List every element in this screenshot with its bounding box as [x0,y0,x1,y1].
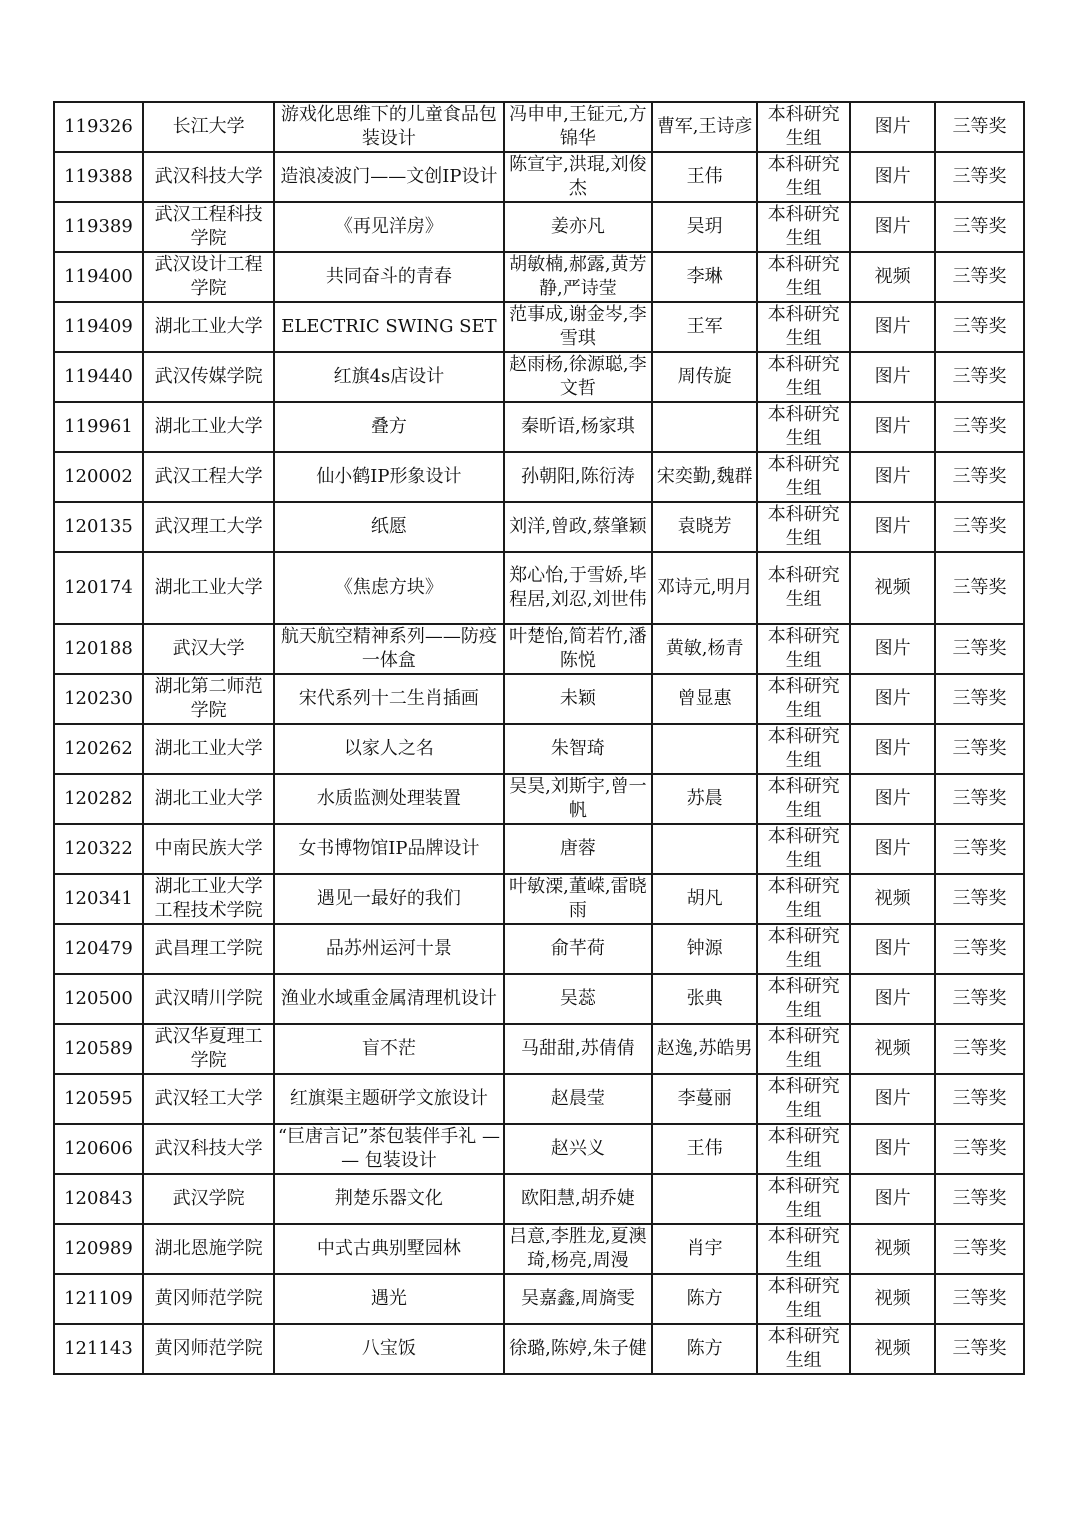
work-type-cell: 图片 [850,1174,935,1224]
entry-id-cell: 119961 [54,402,143,452]
work-type-cell: 视频 [850,874,935,924]
university-cell: 湖北工业大学 [143,552,274,624]
entry-id-cell: 119326 [54,102,143,152]
prize-cell: 三等奖 [935,252,1024,302]
tutor-cell: 肖宇 [652,1224,757,1274]
work-type-cell: 视频 [850,1224,935,1274]
authors-cell: 刘洋,曾政,蔡肇颖 [504,502,653,552]
work-type-cell: 视频 [850,552,935,624]
prize-cell: 三等奖 [935,552,1024,624]
table-row [54,252,1024,302]
university-cell: 武汉科技大学 [143,1124,274,1174]
university-cell: 武汉轻工大学 [143,1074,274,1124]
authors-cell: 马甜甜,苏倩倩 [504,1024,653,1074]
work-title-cell: 叠方 [274,402,503,452]
prize-cell: 三等奖 [935,452,1024,502]
tutor-cell: 李蔓丽 [652,1074,757,1124]
work-title-cell: 渔业水域重金属清理机设计 [274,974,503,1024]
authors-cell: 俞芊荷 [504,924,653,974]
entry-id-cell: 119440 [54,352,143,402]
prize-cell: 三等奖 [935,1174,1024,1224]
group-cell: 本科研究生组 [757,202,850,252]
work-type-cell: 图片 [850,724,935,774]
tutor-cell: 陈方 [652,1274,757,1324]
entry-id-cell: 121109 [54,1274,143,1324]
university-cell: 黄冈师范学院 [143,1274,274,1324]
authors-cell: 赵兴义 [504,1124,653,1174]
authors-cell: 胡敏楠,郝露,黄芳静,严诗莹 [504,252,653,302]
entry-id-cell: 121143 [54,1324,143,1374]
table-row [54,1174,1024,1224]
tutor-cell: 曾显惠 [652,674,757,724]
table-row [54,152,1024,202]
prize-cell: 三等奖 [935,1324,1024,1374]
work-type-cell: 图片 [850,774,935,824]
work-title-cell: 红旗4s店设计 [274,352,503,402]
authors-cell: 秦昕语,杨家琪 [504,402,653,452]
entry-id-cell: 120282 [54,774,143,824]
authors-cell: 吴嘉鑫,周旖雯 [504,1274,653,1324]
university-cell: 武汉传媒学院 [143,352,274,402]
entry-id-cell: 120322 [54,824,143,874]
tutor-cell: 宋奕勤,魏群 [652,452,757,502]
table-row [54,502,1024,552]
university-cell: 武汉工程大学 [143,452,274,502]
prize-cell: 三等奖 [935,102,1024,152]
work-title-cell: 荆楚乐器文化 [274,1174,503,1224]
group-cell: 本科研究生组 [757,452,850,502]
group-cell: 本科研究生组 [757,502,850,552]
tutor-cell: 李琳 [652,252,757,302]
work-type-cell: 视频 [850,252,935,302]
work-type-cell: 图片 [850,152,935,202]
university-cell: 武汉科技大学 [143,152,274,202]
table-row [54,452,1024,502]
tutor-cell [652,824,757,874]
work-type-cell: 图片 [850,674,935,724]
authors-cell: 唐蓉 [504,824,653,874]
prize-cell: 三等奖 [935,302,1024,352]
work-type-cell: 图片 [850,452,935,502]
table-row [54,974,1024,1024]
prize-cell: 三等奖 [935,352,1024,402]
prize-cell: 三等奖 [935,924,1024,974]
work-title-cell: 红旗渠主题研学文旅设计 [274,1074,503,1124]
work-title-cell: 共同奋斗的青春 [274,252,503,302]
entry-id-cell: 120989 [54,1224,143,1274]
tutor-cell: 曹军,王诗彦 [652,102,757,152]
work-title-cell: 造浪凌波门——文创IP设计 [274,152,503,202]
authors-cell: 冯申申,王钲元,方锦华 [504,102,653,152]
work-title-cell: 纸愿 [274,502,503,552]
table-row [54,1224,1024,1274]
entry-id-cell: 120606 [54,1124,143,1174]
university-cell: 湖北恩施学院 [143,1224,274,1274]
entry-id-cell: 120230 [54,674,143,724]
prize-cell: 三等奖 [935,824,1024,874]
tutor-cell: 邓诗元,明月 [652,552,757,624]
entry-id-cell: 119388 [54,152,143,202]
entry-id-cell: 120174 [54,552,143,624]
tutor-cell: 钟源 [652,924,757,974]
table-row [54,302,1024,352]
university-cell: 湖北工业大学 [143,774,274,824]
entry-id-cell: 119389 [54,202,143,252]
work-type-cell: 图片 [850,974,935,1024]
table-row [54,402,1024,452]
authors-cell: 未颖 [504,674,653,724]
work-type-cell: 视频 [850,1274,935,1324]
tutor-cell [652,724,757,774]
work-title-cell: 《焦虑方块》 [274,552,503,624]
table-row [54,1124,1024,1174]
table-row [54,624,1024,674]
prize-cell: 三等奖 [935,774,1024,824]
prize-cell: 三等奖 [935,1074,1024,1124]
group-cell: 本科研究生组 [757,552,850,624]
work-title-cell: 《再见洋房》 [274,202,503,252]
work-type-cell: 图片 [850,624,935,674]
university-cell: 武汉华夏理工学院 [143,1024,274,1074]
work-title-cell: 航天航空精神系列——防疫一体盒 [274,624,503,674]
group-cell: 本科研究生组 [757,774,850,824]
table-row [54,1274,1024,1324]
table-row [54,924,1024,974]
group-cell: 本科研究生组 [757,1274,850,1324]
table-row [54,552,1024,624]
work-type-cell: 图片 [850,402,935,452]
work-type-cell: 图片 [850,824,935,874]
authors-cell: 徐璐,陈婷,朱子健 [504,1324,653,1374]
table-row [54,202,1024,252]
entry-id-cell: 119409 [54,302,143,352]
table-row [54,1324,1024,1374]
work-title-cell: 八宝饭 [274,1324,503,1374]
authors-cell: 陈宣宇,洪琨,刘俊杰 [504,152,653,202]
university-cell: 湖北第二师范学院 [143,674,274,724]
university-cell: 湖北工业大学 [143,302,274,352]
tutor-cell: 王伟 [652,1124,757,1174]
entry-id-cell: 119400 [54,252,143,302]
group-cell: 本科研究生组 [757,1324,850,1374]
work-type-cell: 视频 [850,1324,935,1374]
table-row [54,724,1024,774]
prize-cell: 三等奖 [935,1224,1024,1274]
prize-cell: 三等奖 [935,502,1024,552]
tutor-cell [652,1174,757,1224]
tutor-cell: 张典 [652,974,757,1024]
prize-cell: 三等奖 [935,1274,1024,1324]
group-cell: 本科研究生组 [757,152,850,202]
university-cell: 黄冈师范学院 [143,1324,274,1374]
tutor-cell: 黄敏,杨青 [652,624,757,674]
prize-cell: 三等奖 [935,1124,1024,1174]
group-cell: 本科研究生组 [757,102,850,152]
table-row [54,1024,1024,1074]
table-row [54,1074,1024,1124]
work-title-cell: 游戏化思维下的儿童食品包装设计 [274,102,503,152]
awards-table [53,101,1025,1375]
work-title-cell: 女书博物馆IP品牌设计 [274,824,503,874]
prize-cell: 三等奖 [935,152,1024,202]
tutor-cell: 王军 [652,302,757,352]
work-title-cell: 盲不茫 [274,1024,503,1074]
authors-cell: 叶楚怡,简若竹,潘陈悦 [504,624,653,674]
work-title-cell: 仙小鹤IP形象设计 [274,452,503,502]
table-row [54,774,1024,824]
entry-id-cell: 120479 [54,924,143,974]
group-cell: 本科研究生组 [757,302,850,352]
entry-id-cell: 120595 [54,1074,143,1124]
group-cell: 本科研究生组 [757,874,850,924]
group-cell: 本科研究生组 [757,1024,850,1074]
work-type-cell: 图片 [850,1074,935,1124]
prize-cell: 三等奖 [935,402,1024,452]
authors-cell: 朱智琦 [504,724,653,774]
work-type-cell: 图片 [850,924,935,974]
authors-cell: 吴蕊 [504,974,653,1024]
work-type-cell: 视频 [850,1024,935,1074]
authors-cell: 孙朝阳,陈衍涛 [504,452,653,502]
work-title-cell: “巨唐言记”茶包装伴手礼 — — 包装设计 [274,1124,503,1174]
table-row [54,824,1024,874]
group-cell: 本科研究生组 [757,1174,850,1224]
tutor-cell: 吴玥 [652,202,757,252]
group-cell: 本科研究生组 [757,402,850,452]
university-cell: 湖北工业大学 [143,402,274,452]
group-cell: 本科研究生组 [757,724,850,774]
prize-cell: 三等奖 [935,724,1024,774]
entry-id-cell: 120500 [54,974,143,1024]
group-cell: 本科研究生组 [757,974,850,1024]
group-cell: 本科研究生组 [757,352,850,402]
group-cell: 本科研究生组 [757,1224,850,1274]
prize-cell: 三等奖 [935,974,1024,1024]
work-title-cell: 品苏州运河十景 [274,924,503,974]
university-cell: 长江大学 [143,102,274,152]
work-type-cell: 图片 [850,502,935,552]
authors-cell: 范事成,谢金岑,李雪琪 [504,302,653,352]
entry-id-cell: 120262 [54,724,143,774]
authors-cell: 欧阳慧,胡乔婕 [504,1174,653,1224]
awards-table-body [54,102,1024,1374]
university-cell: 武汉理工大学 [143,502,274,552]
university-cell: 中南民族大学 [143,824,274,874]
tutor-cell: 赵逸,苏皓男 [652,1024,757,1074]
group-cell: 本科研究生组 [757,674,850,724]
work-type-cell: 图片 [850,102,935,152]
table-row [54,102,1024,152]
university-cell: 武汉晴川学院 [143,974,274,1024]
work-title-cell: 中式古典别墅园林 [274,1224,503,1274]
table-row [54,874,1024,924]
entry-id-cell: 120188 [54,624,143,674]
authors-cell: 郑心怡,于雪娇,毕程居,刘忍,刘世伟 [504,552,653,624]
prize-cell: 三等奖 [935,1024,1024,1074]
university-cell: 湖北工业大学工程技术学院 [143,874,274,924]
prize-cell: 三等奖 [935,874,1024,924]
work-title-cell: 宋代系列十二生肖插画 [274,674,503,724]
tutor-cell: 王伟 [652,152,757,202]
prize-cell: 三等奖 [935,624,1024,674]
prize-cell: 三等奖 [935,674,1024,724]
entry-id-cell: 120002 [54,452,143,502]
work-type-cell: 图片 [850,1124,935,1174]
work-title-cell: 水质监测处理装置 [274,774,503,824]
work-type-cell: 图片 [850,302,935,352]
work-title-cell: 遇光 [274,1274,503,1324]
entry-id-cell: 120135 [54,502,143,552]
university-cell: 湖北工业大学 [143,724,274,774]
work-title-cell: 以家人之名 [274,724,503,774]
tutor-cell: 袁晓芳 [652,502,757,552]
university-cell: 武汉学院 [143,1174,274,1224]
entry-id-cell: 120589 [54,1024,143,1074]
group-cell: 本科研究生组 [757,624,850,674]
university-cell: 武汉大学 [143,624,274,674]
tutor-cell: 陈方 [652,1324,757,1374]
work-type-cell: 图片 [850,352,935,402]
university-cell: 武汉工程科技学院 [143,202,274,252]
work-title-cell: ELECTRIC SWING SET [274,302,503,352]
university-cell: 武昌理工学院 [143,924,274,974]
tutor-cell: 苏晨 [652,774,757,824]
tutor-cell: 胡凡 [652,874,757,924]
tutor-cell: 周传旋 [652,352,757,402]
work-title-cell: 遇见一最好的我们 [274,874,503,924]
work-type-cell: 图片 [850,202,935,252]
group-cell: 本科研究生组 [757,824,850,874]
entry-id-cell: 120341 [54,874,143,924]
group-cell: 本科研究生组 [757,1074,850,1124]
table-row [54,674,1024,724]
tutor-cell [652,402,757,452]
group-cell: 本科研究生组 [757,252,850,302]
group-cell: 本科研究生组 [757,1124,850,1174]
entry-id-cell: 120843 [54,1174,143,1224]
prize-cell: 三等奖 [935,202,1024,252]
authors-cell: 赵雨杨,徐源聪,李文哲 [504,352,653,402]
university-cell: 武汉设计工程学院 [143,252,274,302]
authors-cell: 吴昊,刘斯宇,曾一帆 [504,774,653,824]
group-cell: 本科研究生组 [757,924,850,974]
authors-cell: 姜亦凡 [504,202,653,252]
authors-cell: 赵晨莹 [504,1074,653,1124]
authors-cell: 叶敏溧,董嵘,雷晓雨 [504,874,653,924]
authors-cell: 吕意,李胜龙,夏澳琦,杨亮,周漫 [504,1224,653,1274]
table-row [54,352,1024,402]
